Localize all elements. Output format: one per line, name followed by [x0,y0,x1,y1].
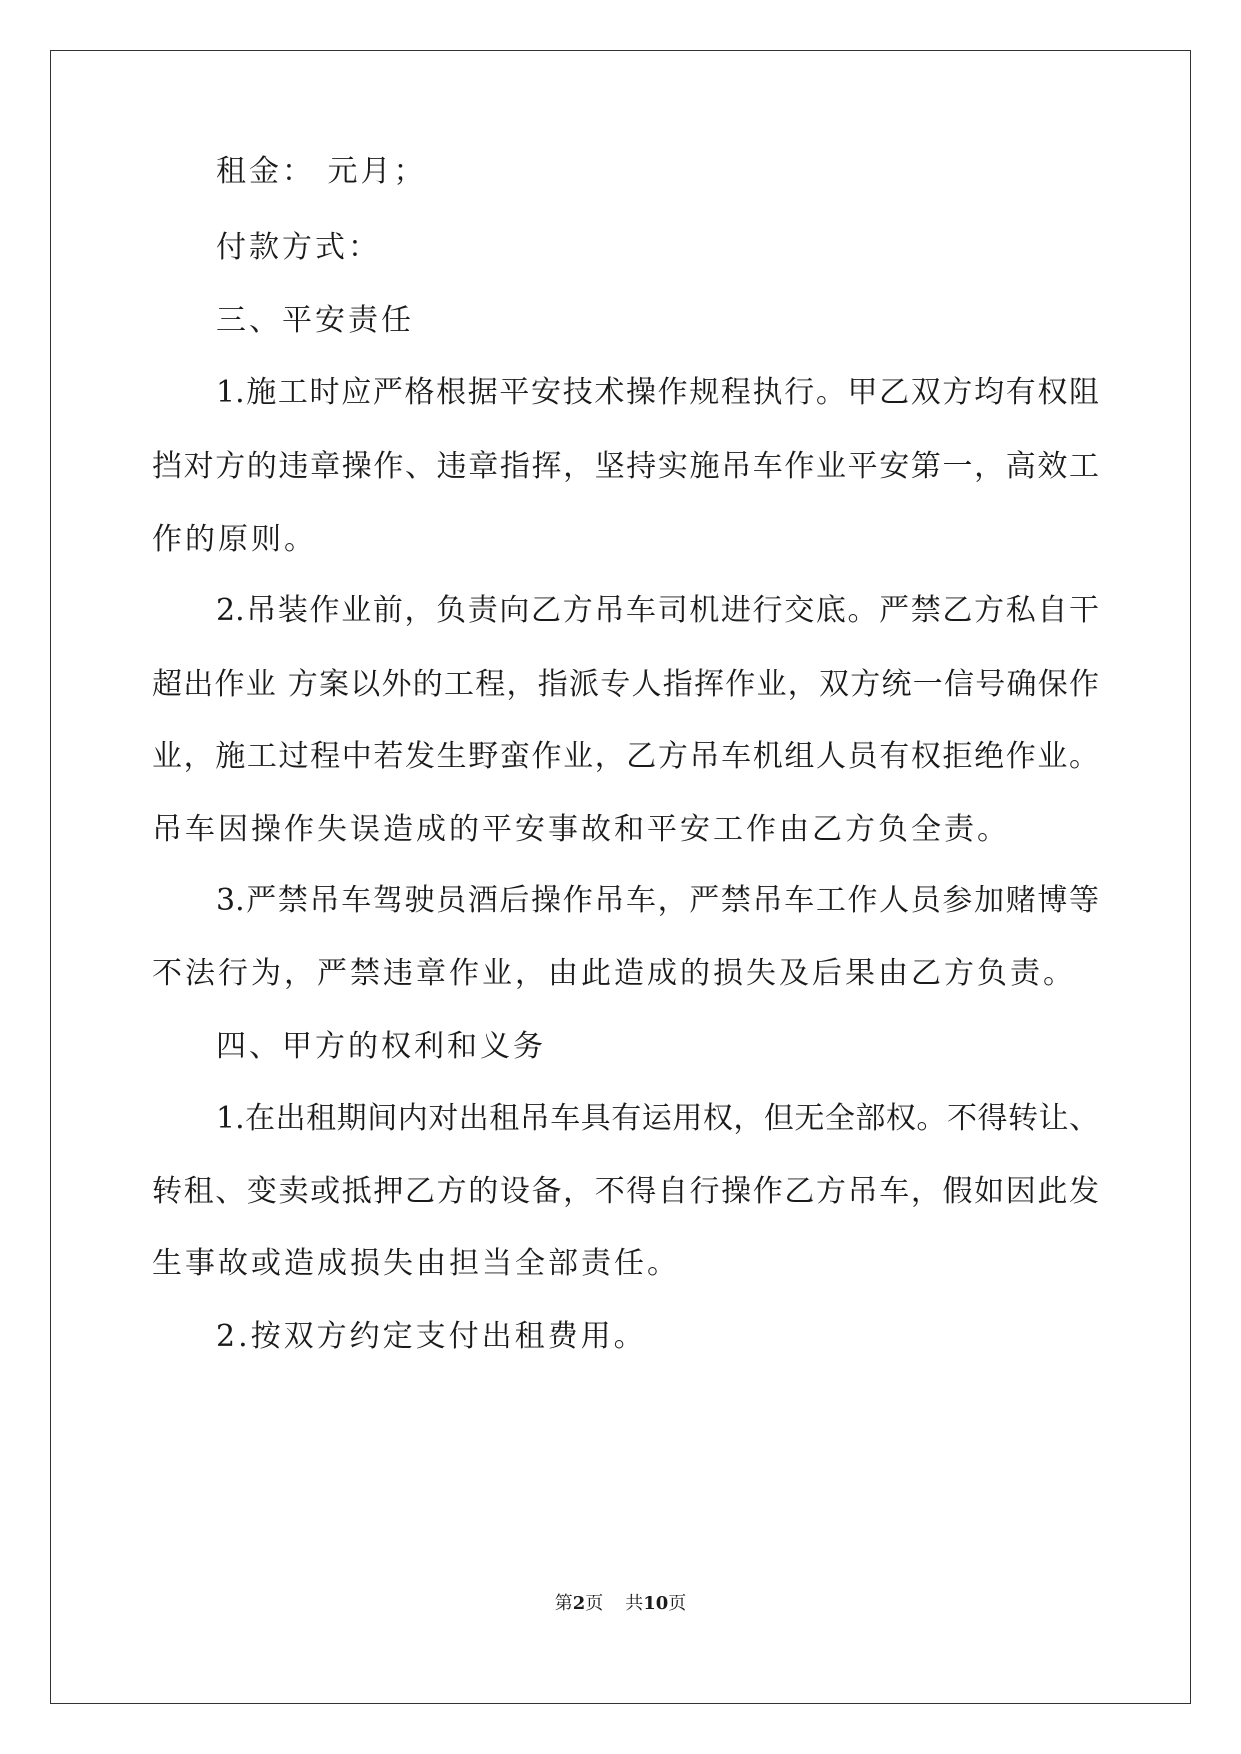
text-line-payment-method: 付款方式： [216,230,381,265]
total-prefix: 共 [625,1593,644,1614]
text-line-rent: 租金： 元月； [216,154,427,189]
page-unit: 页 [585,1593,604,1614]
paragraph-line: 作的原则。 [152,522,317,557]
paragraph-line: 1.施工时应严格根据平安技术操作规程执行。甲乙双方均有权阻 [216,375,1099,410]
page-prefix: 第 [554,1593,573,1614]
paragraph-line: 不法行为，严禁违章作业，由此造成的损失及后果由乙方负责。 [152,956,1076,991]
paragraph-line: 1.在出租期间内对出租吊车具有运用权，但无全部权。不得转让、 [216,1101,1099,1136]
paragraph-line: 超出作业 方案以外的工程，指派专人指挥作业，双方统一信号确保作 [152,667,1099,702]
page-border [50,50,1191,1704]
paragraph-line: 3.严禁吊车驾驶员酒后操作吊车，严禁吊车工作人员参加赌博等 [216,883,1099,918]
page-total: 10 [643,1593,669,1614]
paragraph-line: 挡对方的违章操作、违章指挥，坚持实施吊车作业平安第一，高效工 [152,449,1099,484]
paragraph-line: 业，施工过程中若发生野蛮作业，乙方吊车机组人员有权拒绝作业。 [152,739,1099,774]
section-heading-party-a-rights: 四、甲方的权利和义务 [216,1029,546,1064]
paragraph-line: 吊车因操作失误造成的平安事故和平安工作由乙方负全责。 [152,812,1010,847]
paragraph-line: 2.吊装作业前，负责向乙方吊车司机进行交底。严禁乙方私自干 [216,593,1099,628]
paragraph-line: 生事故或造成损失由担当全部责任。 [152,1246,680,1281]
page-current: 2 [572,1593,586,1614]
page-footer [0,1592,1241,1616]
paragraph-line: 2.按双方约定支付出租费用。 [216,1319,647,1354]
paragraph-line: 转租、变卖或抵押乙方的设备，不得自行操作乙方吊车，假如因此发 [152,1174,1099,1209]
total-unit: 页 [668,1593,687,1614]
section-heading-safety: 三、平安责任 [216,303,414,338]
